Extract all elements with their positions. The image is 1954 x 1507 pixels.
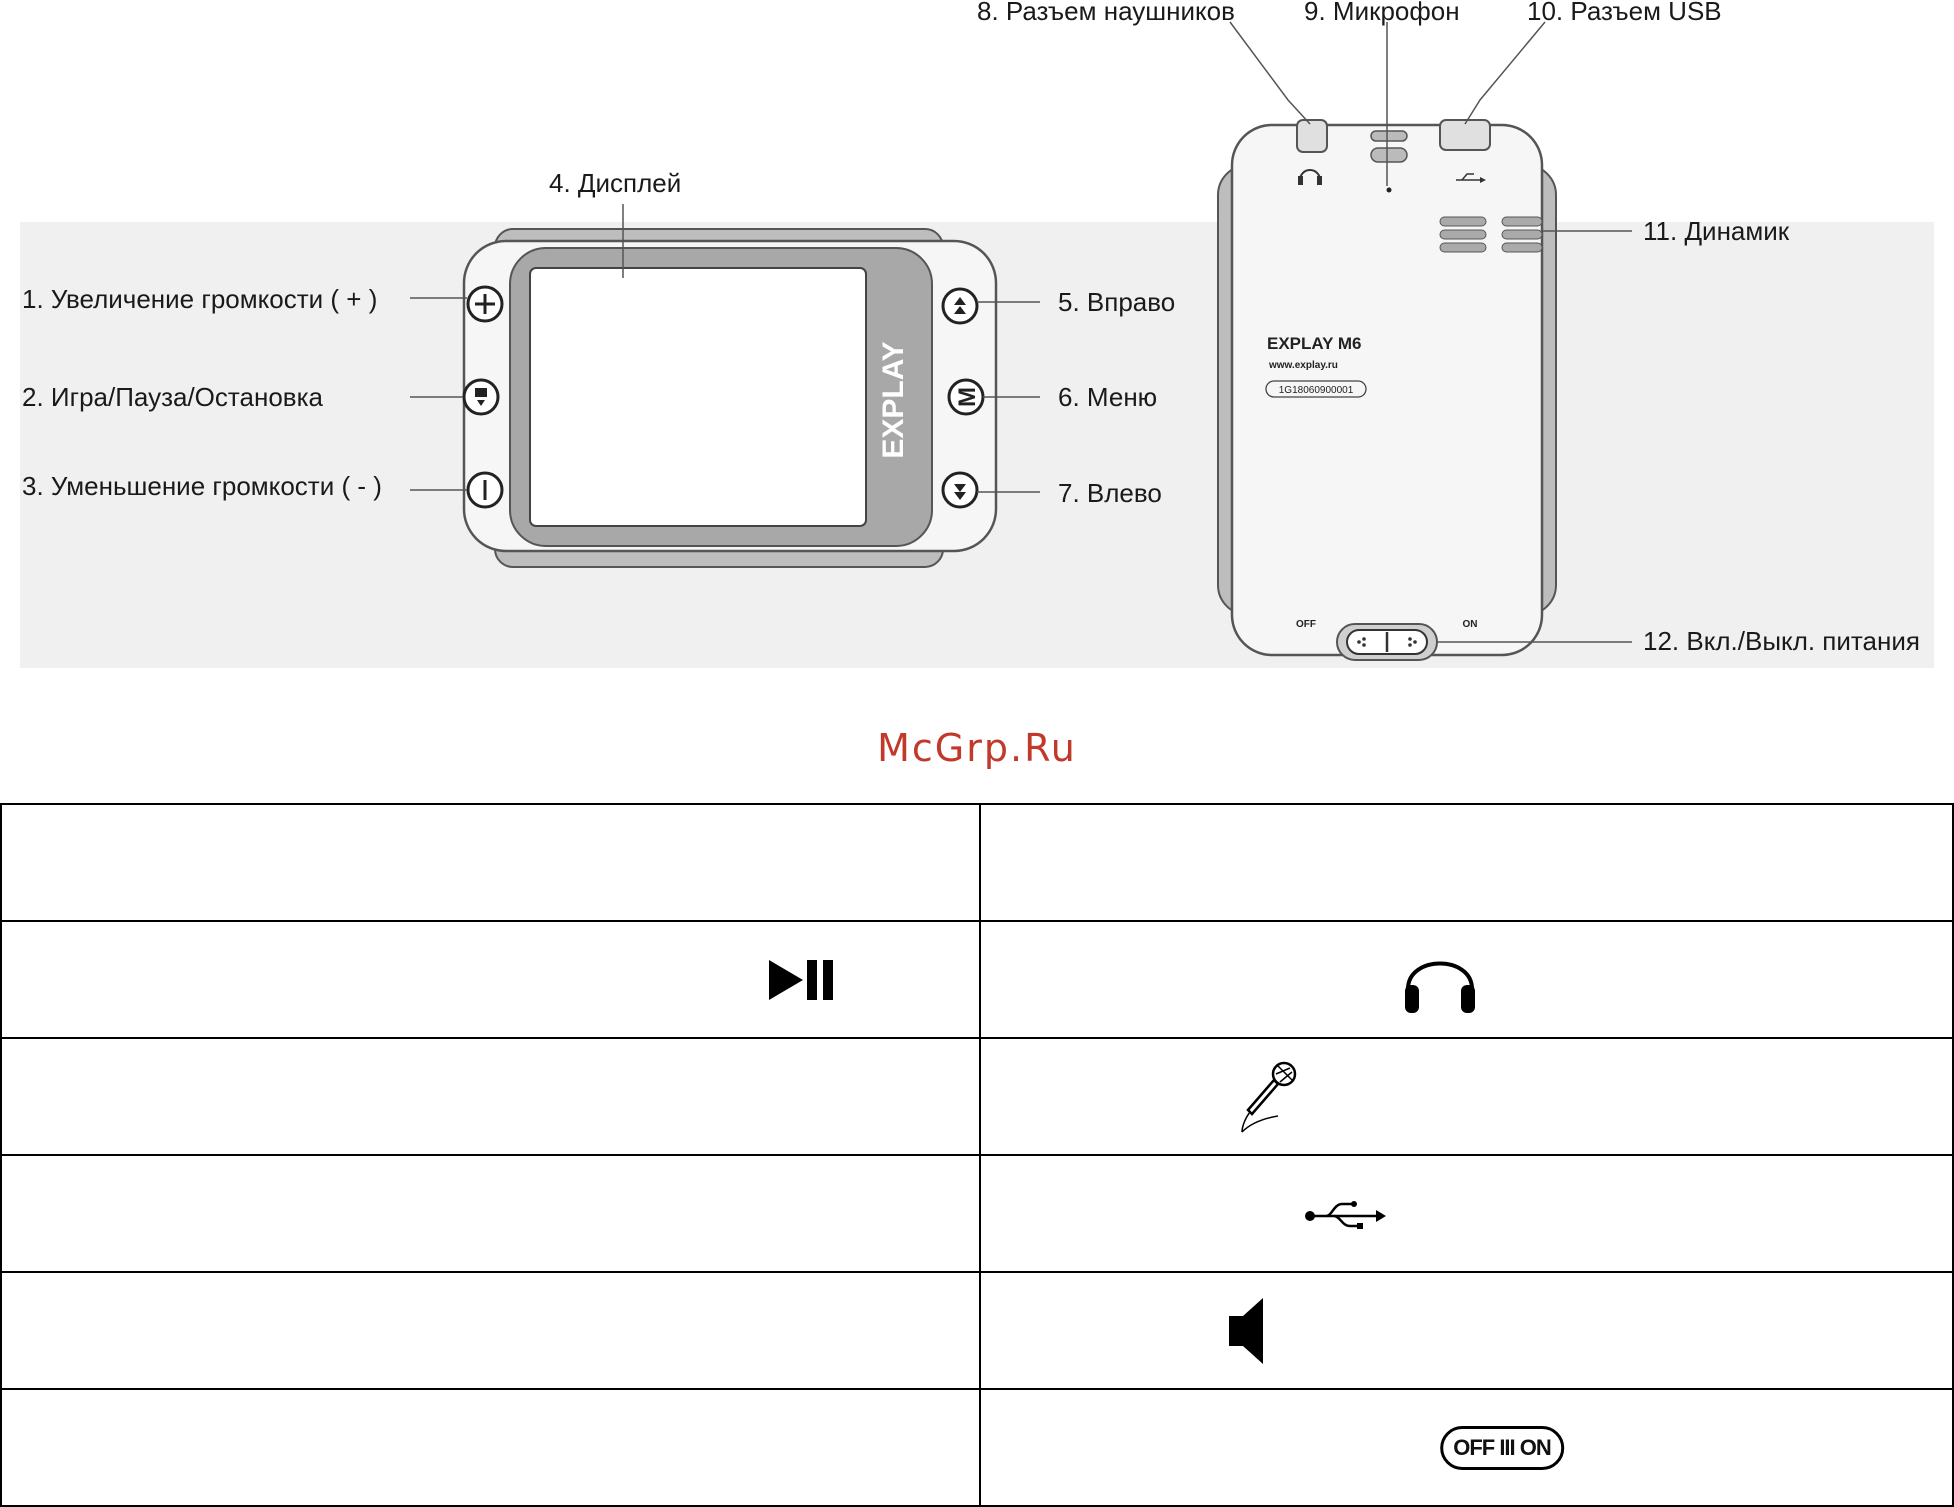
label-speaker: 11. Динамик	[1643, 216, 1790, 246]
device-diagram	[0, 0, 1954, 700]
table-row	[1, 1389, 1953, 1506]
serial-number: 1G18060900001	[1278, 385, 1354, 396]
microphone-hole	[1387, 188, 1392, 193]
volume-up-button[interactable]	[468, 287, 502, 321]
volume-down-button[interactable]	[468, 473, 502, 507]
table-row	[1, 1038, 1953, 1155]
label-volume-up: 1. Увеличение громкости ( + )	[22, 284, 378, 314]
back-website: www.explay.ru	[1269, 360, 1338, 371]
watermark: McGrp.Ru	[877, 726, 1077, 770]
microphone-icon	[1238, 1060, 1300, 1134]
table-cell	[1, 1389, 980, 1506]
table-row	[1, 1272, 1953, 1389]
table-cell	[980, 804, 1953, 921]
label-right: 5. Вправо	[1058, 287, 1176, 317]
table-cell	[1, 1038, 980, 1155]
menu-button[interactable]	[949, 380, 983, 414]
right-button[interactable]	[943, 289, 977, 323]
table-row	[1, 804, 1953, 921]
label-display: 4. Дисплей	[549, 168, 682, 198]
table-cell	[1, 1272, 980, 1389]
table-cell	[1, 804, 980, 921]
switch-on-label: ON	[1462, 619, 1478, 630]
table-cell	[980, 1389, 1953, 1506]
switch-off-label: OFF	[1296, 619, 1316, 630]
headphones-icon	[1400, 945, 1480, 1015]
label-headphone-jack: 8. Разъем наушников	[977, 0, 1235, 26]
table-cell	[980, 921, 1953, 1038]
usb-port	[1440, 120, 1490, 150]
table-cell	[1, 921, 980, 1038]
left-button[interactable]	[943, 473, 977, 507]
label-usb: 10. Разъем USB	[1527, 0, 1722, 26]
back-brand-label: EXPLAY M6	[1267, 334, 1362, 353]
table-cell	[1, 1155, 980, 1272]
front-brand-logo: EXPLAY	[877, 341, 910, 459]
label-volume-down: 3. Уменьшение громкости ( - )	[22, 471, 382, 501]
play-pause-icon	[767, 958, 837, 1002]
table-cell	[980, 1038, 1953, 1155]
label-microphone: 9. Микрофон	[1304, 0, 1460, 26]
label-play-pause: 2. Игра/Пауза/Остановка	[22, 382, 324, 412]
label-menu: 6. Меню	[1058, 382, 1158, 412]
headphone-jack	[1297, 120, 1327, 152]
power-switch-icon: OFF III ON	[1440, 1426, 1564, 1470]
table-cell	[980, 1155, 1953, 1272]
label-left: 7. Влево	[1058, 478, 1162, 508]
table-row	[1, 1155, 1953, 1272]
play-pause-small-icon	[475, 388, 487, 397]
speaker-icon	[1227, 1296, 1267, 1366]
power-switch[interactable]	[1337, 624, 1437, 660]
table-cell	[980, 1272, 1953, 1389]
play-pause-stop-button[interactable]	[464, 380, 498, 414]
label-power: 12. Вкл./Выкл. питания	[1643, 626, 1920, 656]
menu-key-label: M	[954, 387, 981, 407]
usb-icon	[1304, 1196, 1386, 1232]
front-view	[410, 204, 1040, 567]
table-row	[1, 921, 1953, 1038]
legend-table	[0, 803, 1954, 1507]
display-screen	[530, 268, 866, 526]
